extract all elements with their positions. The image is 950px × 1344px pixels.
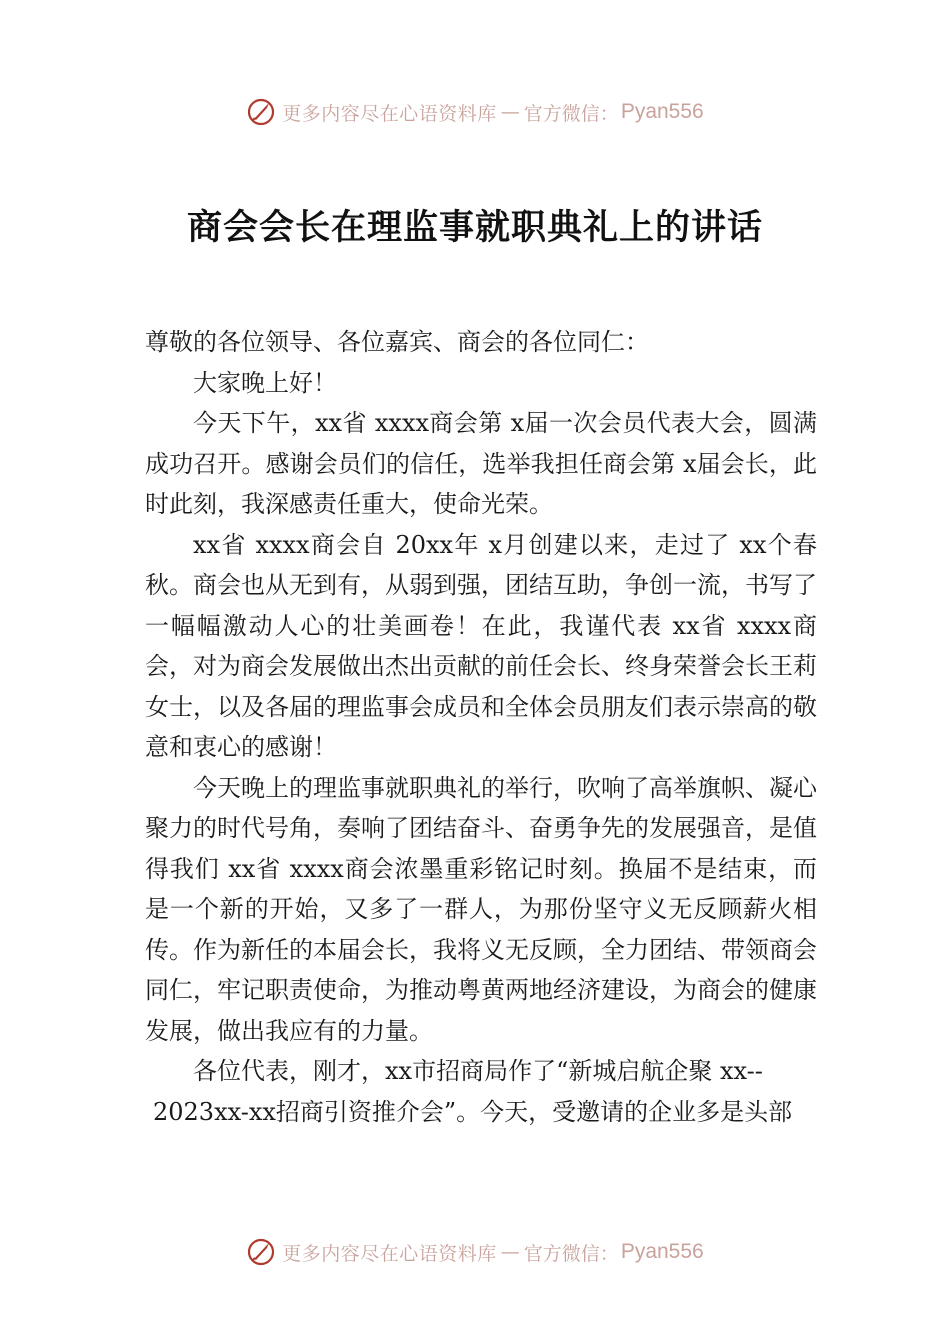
banner-wechat-label: 官方微信： bbox=[523, 102, 619, 125]
paragraph: 大家晚上好！ bbox=[193, 368, 337, 397]
paragraph: 今天晚上的理监事就职典礼的举行，吹响了高举旗帜、凝心聚力的时代号角，奏响了团结奋斗、奋勇争先的发展强音，是值得我们 xx省 xxxx商会浓墨重彩铭记时刻。换届不是结束，而是一个新的开始，又多了一群人，为那份坚守义无反顾薪火相传。作为新任的本届会长，我将义无反顾，全力团结、带领商会同仁，牢记职责使命，为推动粤黄两地经济建设，为商会的健康发展，做出我应有的力量。 bbox=[145, 773, 817, 1045]
document-title: 商会会长在理监事就职典礼上的讲话 bbox=[186, 207, 763, 248]
banner-wechat-label: 官方微信： bbox=[523, 1242, 619, 1265]
banner-separator: — bbox=[500, 1241, 520, 1263]
paragraph: xx省 xxxx商会自 20xx年 x月创建以来，走过了 xx个春秋。商会也从无到有，从弱到强，团结互助，争创一流，书写了一幅幅激动人心的壮美画卷！在此，我谨代表 xx省 xxxx商会，对为商会发展做出杰出贡献的前任会长、终身荣誉会长王莉女士，以及各届的理监事会成员和全体会员朋友们表示崇高的敬意和衷心的感谢！ bbox=[145, 530, 817, 761]
quill-pen-logo-icon bbox=[246, 97, 276, 127]
header-banner bbox=[0, 92, 950, 132]
paragraph-continuation: 2023xx-xx招商引资推介会”。今天，受邀请的企业多是头部 bbox=[153, 1097, 793, 1126]
footer-banner bbox=[0, 1232, 950, 1272]
banner-text: 更多内容尽在心语资料库 bbox=[282, 1242, 497, 1265]
paragraph: 今天下午，xx省 xxxx商会第 x届一次会员代表大会，圆满成功召开。感谢会员们的信任，选举我担任商会第 x届会长，此时此刻，我深感责任重大，使命光荣。 bbox=[145, 409, 817, 518]
banner-separator: — bbox=[500, 101, 520, 123]
banner-wechat-id: Pyan556 bbox=[620, 100, 704, 123]
paragraph: 各位代表，刚才，xx市招商局作了“新城启航企聚 xx-- bbox=[193, 1057, 763, 1085]
banner-text: 更多内容尽在心语资料库 bbox=[282, 102, 497, 125]
quill-pen-logo-icon bbox=[246, 1237, 276, 1267]
document-body bbox=[145, 322, 817, 1132]
salutation: 尊敬的各位领导、各位嘉宾、商会的各位同仁： bbox=[145, 328, 649, 356]
banner-wechat-id: Pyan556 bbox=[620, 1240, 704, 1263]
